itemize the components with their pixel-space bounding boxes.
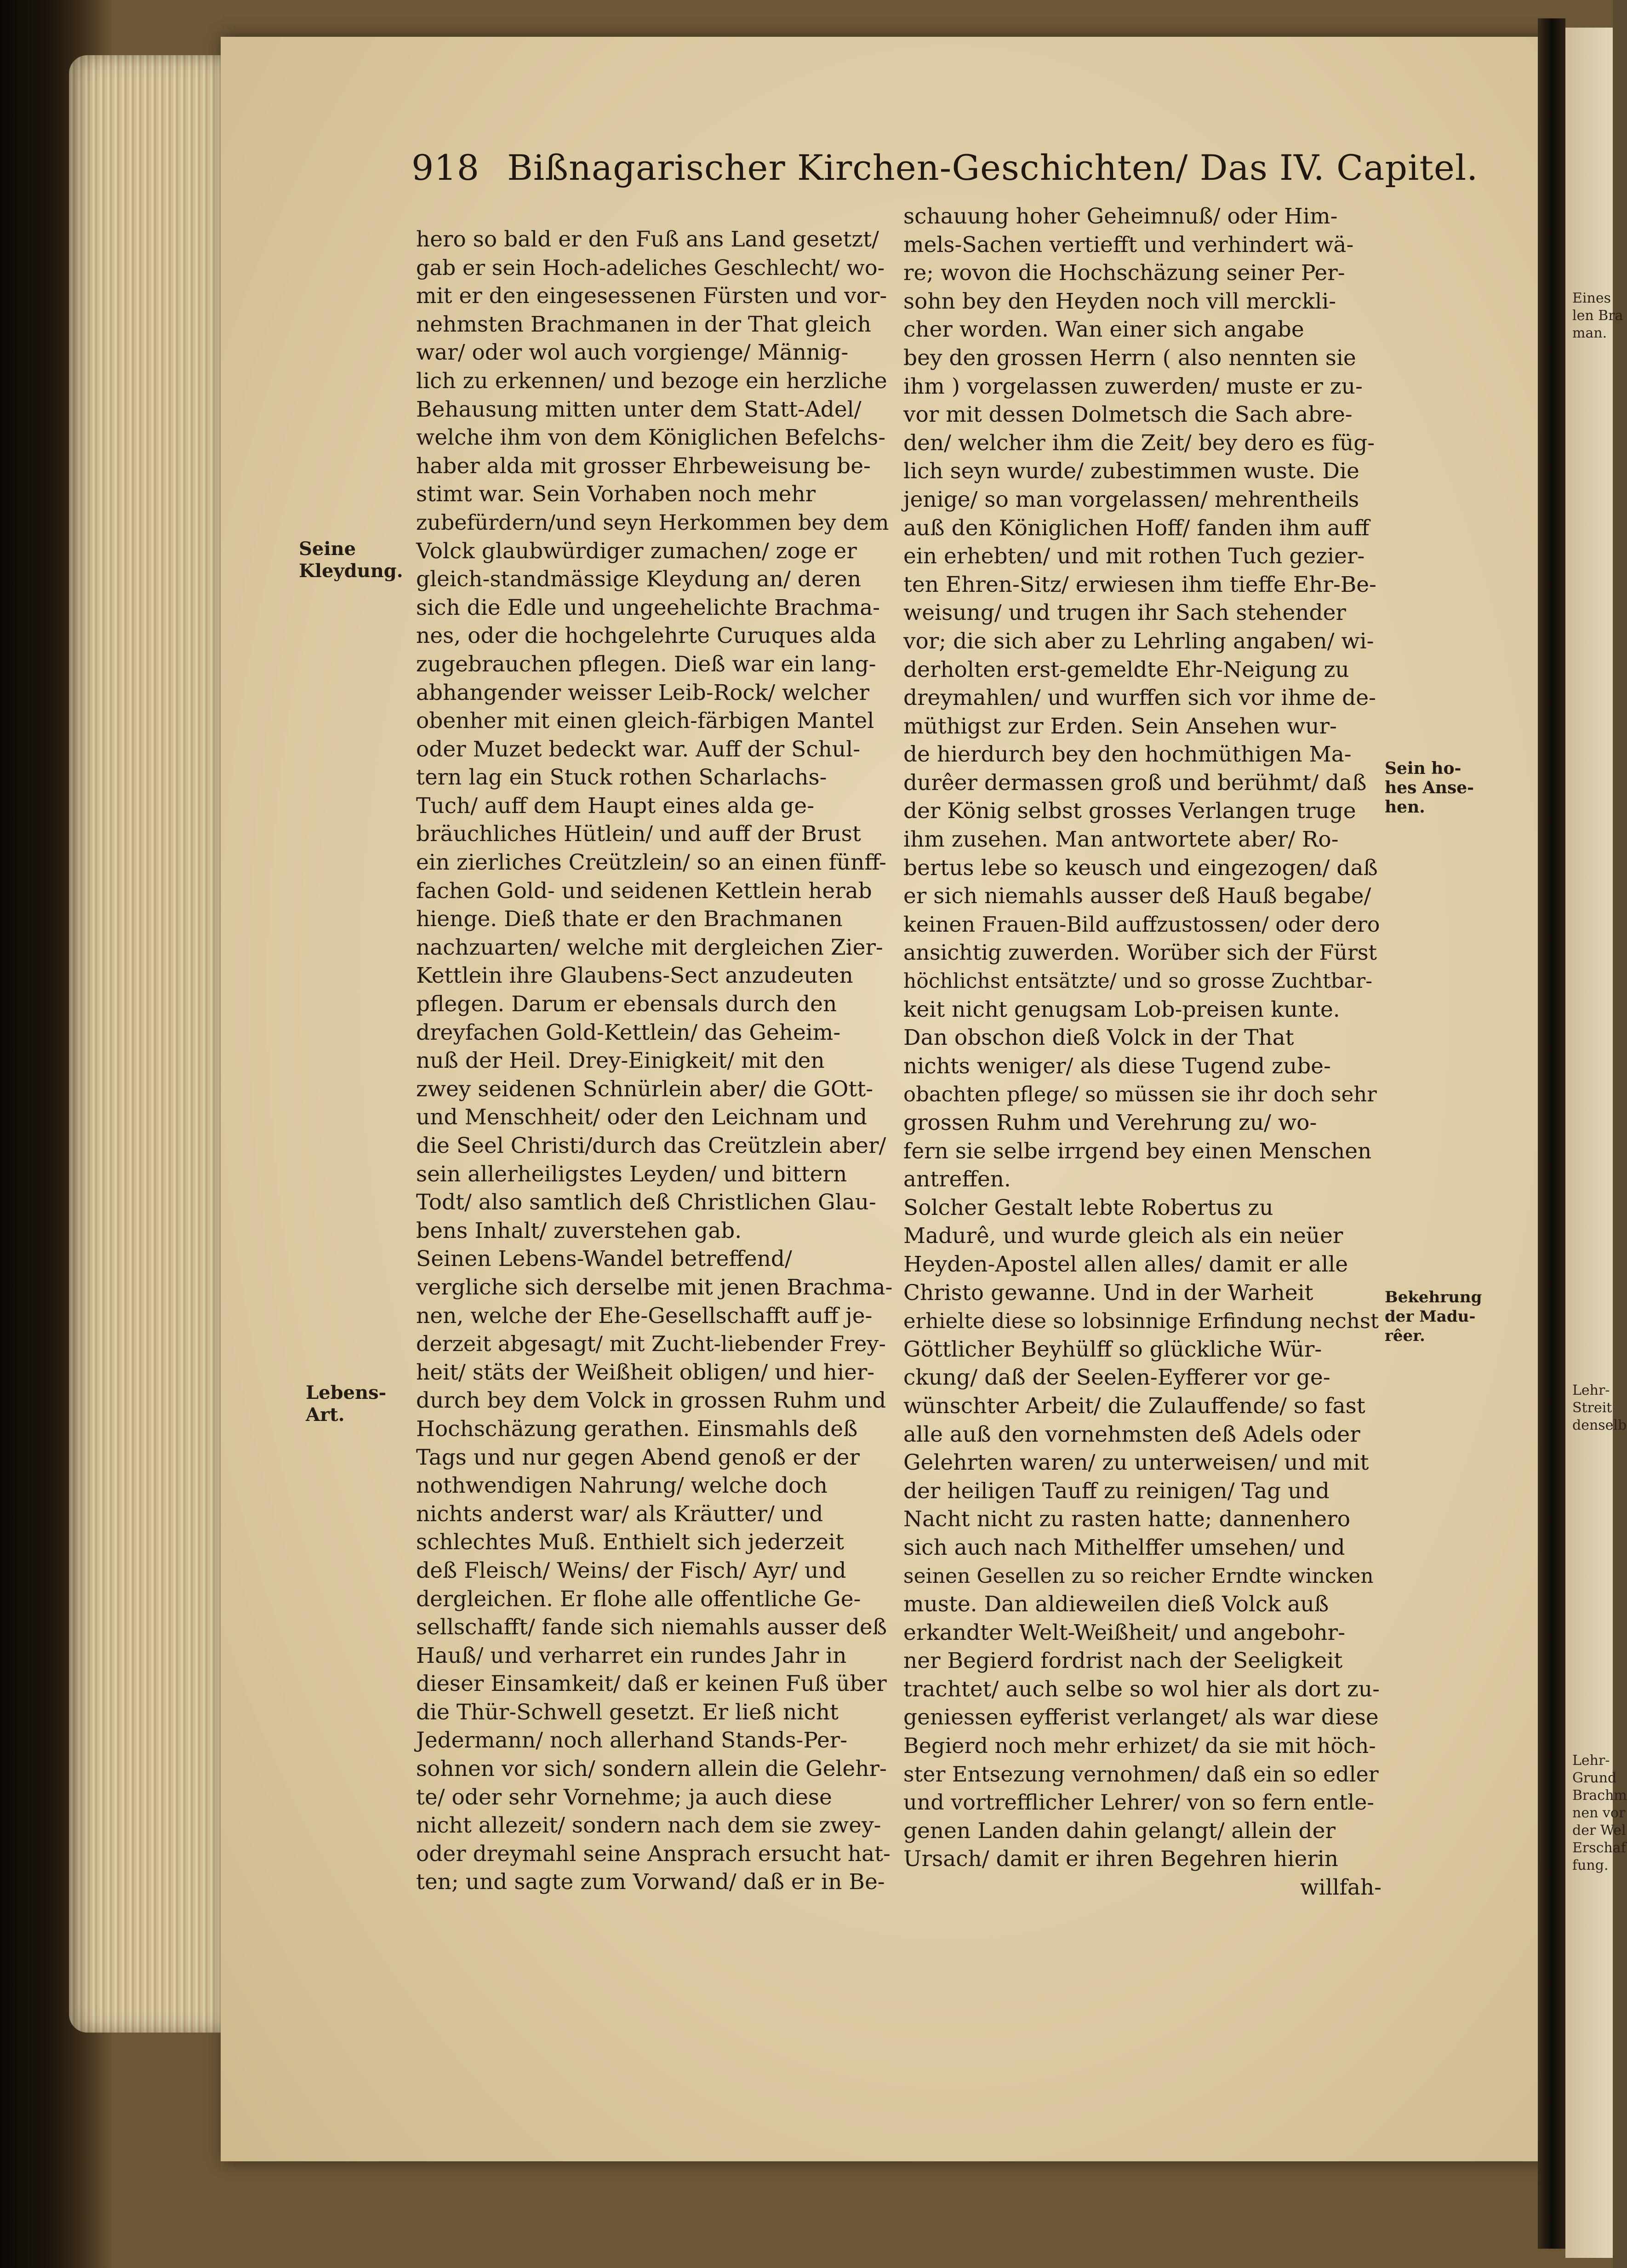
text-line: bey den grossen Herrn ( also nennten sie [903, 345, 1356, 371]
text-line: dergleichen. Er flohe alle offentliche Ge- [416, 1586, 861, 1612]
text-line: haber alda mit grosser Ehrbeweisung be- [416, 453, 871, 479]
text-line: stimt war. Sein Vorhaben noch mehr [416, 481, 816, 507]
text-line: und Menschheit/ oder den Leichnam und [416, 1105, 868, 1130]
text-line: de hierdurch bey den hochmüthigen Ma- [903, 742, 1352, 767]
text-line: der heiligen Tauff zu reinigen/ Tag und [903, 1478, 1330, 1504]
text-line: schauung hoher Geheimnuß/ oder Him- [903, 204, 1338, 229]
text-line: oder Muzet bedeckt war. Auff der Schul- [416, 736, 861, 762]
text-line: grossen Ruhm und Verehrung zu/ wo- [903, 1110, 1317, 1135]
text-line: durch bey dem Volck in grossen Ruhm und [416, 1388, 886, 1414]
text-line: jenige/ so man vorgelassen/ mehrentheils [903, 487, 1359, 512]
text-line: sich auch nach Mithelffer umsehen/ und [903, 1535, 1345, 1560]
text-line: Todt/ also samtlich deß Christlichen Glau- [416, 1190, 876, 1215]
text-line: Gelehrten waren/ zu unterweisen/ und mit [903, 1450, 1369, 1476]
right-text-column [903, 202, 1382, 1902]
text-line: sein allerheiligstes Leyden/ und bittern [416, 1161, 847, 1187]
text-line: ner Begierd fordrist nach der Seeligkeit [903, 1648, 1343, 1674]
text-line: vergliche sich derselbe mit jenen Brachma- [416, 1274, 893, 1300]
text-line: nuß der Heil. Drey-Einigkeit/ mit den [416, 1048, 825, 1074]
text-line: fachen Gold- und seidenen Kettlein herab [416, 878, 872, 904]
text-line: nothwendigen Nahrung/ welche doch [416, 1473, 828, 1499]
margin-note-bekehrung: Bekehrung der Madu- rêer. [1385, 1288, 1482, 1345]
text-line: tern lag ein Stuck rothen Scharlachs- [416, 765, 827, 790]
text-line: welche ihm von dem Königlichen Befelchs- [416, 425, 886, 451]
text-line: gleich-standmässige Kleydung an/ deren [416, 567, 862, 592]
text-line: sellschafft/ fande sich niemahls ausser deß [416, 1615, 887, 1640]
text-line: Dan obschon dieß Volck in der That [903, 1025, 1294, 1051]
text-line: bertus lebe so keusch und eingezogen/ daß [903, 855, 1378, 881]
text-line: lich zu erkennen/ und bezoge ein herzliche [416, 368, 887, 394]
chapter-title: Bißnagarischer Kirchen-Geschichten/ Das IV. Capitel. [507, 147, 1479, 188]
text-line: derzeit abgesagt/ mit Zucht-liebender Frey- [416, 1331, 886, 1357]
book-gutter [1538, 18, 1565, 2249]
text-line: erkandter Welt-Weißheit/ und angebohr- [903, 1620, 1346, 1645]
next-page-fragment-bottom: Lehr- Grund Brachm nen vor der Wel Erschaf fung. [1572, 1753, 1627, 1873]
text-line: er sich niemahls ausser deß Hauß begabe/ [903, 883, 1371, 909]
text-line: Heyden-Apostel allen alles/ damit er alle [903, 1251, 1348, 1277]
text-line: nichts weniger/ als diese Tugend zube- [903, 1053, 1331, 1079]
text-line: sich die Edle und ungeehelichte Brachma- [416, 595, 880, 620]
text-line: durêer dermassen groß und berühmt/ daß [903, 770, 1367, 796]
text-line: Seinen Lebens-Wandel betreffend/ [416, 1246, 792, 1272]
next-page-fragment-top: Eines len Bra man. [1572, 290, 1623, 341]
running-header [411, 147, 1478, 188]
text-line: mit er den eingesessenen Fürsten und vor- [416, 283, 887, 309]
text-line: te/ oder sehr Vornehme; ja auch diese [416, 1784, 832, 1810]
text-line: Hauß/ und verharret ein rundes Jahr in [416, 1643, 847, 1668]
text-line: auß den Königlichen Hoff/ fanden ihm auff [903, 515, 1370, 541]
text-line: Tuch/ auff dem Haupt eines alda ge- [416, 793, 815, 819]
text-line: re; wovon die Hochschäzung seiner Per- [903, 260, 1345, 286]
text-line: Göttlicher Beyhülff so glückliche Wür- [903, 1336, 1322, 1362]
text-line: den/ welcher ihm die Zeit/ bey dero es füg- [903, 430, 1375, 456]
text-line: heit/ stäts der Weißheit obligen/ und hier- [416, 1359, 875, 1385]
text-line: deß Fleisch/ Weins/ der Fisch/ Ayr/ und [416, 1558, 846, 1583]
text-line: wünschter Arbeit/ die Zulauffende/ so fast [903, 1393, 1365, 1419]
text-line: ten; und sagte zum Vorwand/ daß er in Be- [416, 1869, 885, 1895]
text-line: gab er sein Hoch-adeliches Geschlecht/ wo- [416, 255, 885, 280]
text-line: zugebrauchen pflegen. Dieß war ein lang- [416, 651, 876, 677]
text-line: Volck glaubwürdiger zumachen/ zoge er [416, 538, 857, 564]
text-line: und vortrefflicher Lehrer/ von so fern entle- [903, 1790, 1374, 1815]
text-line: muste. Dan aldieweilen dieß Volck auß [903, 1592, 1329, 1617]
text-line: trachtet/ auch selbe so wol hier als dort zu- [903, 1676, 1380, 1702]
text-line: mels-Sachen vertiefft und verhindert wä- [903, 232, 1354, 258]
text-line: ihm ) vorgelassen zuwerden/ muste er zu- [903, 373, 1363, 399]
text-line: nichts anderst war/ als Kräutter/ und [416, 1501, 823, 1527]
text-line: sohnen vor sich/ sondern allein die Gelehr- [416, 1756, 887, 1782]
text-line: zubefürdern/und seyn Herkommen bey dem [416, 510, 889, 535]
text-line: zwey seidenen Schnürlein aber/ die GOtt- [416, 1076, 873, 1102]
text-line: obenher mit einen gleich-färbigen Mantel [416, 708, 874, 734]
text-line: die Seel Christi/durch das Creützlein aber/ [416, 1133, 886, 1158]
text-line: sohn bey den Heyden noch vill merckli- [903, 288, 1336, 314]
text-line: dreymahlen/ und wurffen sich vor ihme de- [903, 685, 1376, 711]
text-line: seinen Gesellen zu so reicher Erndte wincken [903, 1564, 1374, 1588]
text-line: Hochschäzung gerathen. Einsmahls deß [416, 1416, 858, 1442]
text-line: bens Inhalt/ zuverstehen gab. [416, 1218, 742, 1243]
text-line: nachzuarten/ welche mit dergleichen Zier- [416, 934, 883, 960]
text-line: der König selbst grosses Verlangen truge [903, 798, 1356, 824]
text-line: nen, welche der Ehe-Gesellschafft auff je- [416, 1303, 873, 1329]
text-line: müthigst zur Erden. Sein Ansehen wur- [903, 713, 1337, 739]
text-line: ein erhebten/ und mit rothen Tuch gezier- [903, 544, 1365, 569]
margin-note-ansehen: Sein ho- hes Anse- hen. [1385, 759, 1474, 817]
text-line: Christo gewanne. Und in der Warheit [903, 1280, 1313, 1306]
text-line: vor; die sich aber zu Lehrling angaben/ wi- [903, 628, 1374, 654]
text-line: alle auß den vornehmsten deß Adels oder [903, 1421, 1360, 1447]
text-line: Ursach/ damit er ihren Begehren hierin [903, 1846, 1339, 1872]
margin-note-lebens-art: Lebens- Art. [306, 1382, 387, 1426]
text-line: nes, oder die hochgelehrte Curuques alda [416, 623, 877, 649]
text-line: die Thür-Schwell gesetzt. Er ließ nicht [416, 1699, 839, 1725]
text-line: genen Landen dahin gelangt/ allein der [903, 1818, 1336, 1844]
text-line: hero so bald er den Fuß ans Land gesetzt/ [416, 227, 879, 252]
text-line: erhielte diese so lobsinnige Erfindung nechst [903, 1309, 1379, 1334]
text-line: keit nicht genugsam Lob-preisen kunte. [903, 997, 1340, 1022]
text-line: antreffen. [903, 1167, 1011, 1192]
text-line: nehmsten Brachmanen in der That gleich [416, 311, 872, 337]
text-line: Madurê, und wurde gleich als ein neüer [903, 1223, 1343, 1249]
text-line: weisung/ und trugen ihr Sach stehender [903, 600, 1346, 626]
page-edges [69, 55, 225, 2033]
text-line: obachten pflege/ so müssen sie ihr doch sehr [903, 1082, 1377, 1107]
text-line: ckung/ daß der Seelen-Eyfferer vor ge- [903, 1365, 1330, 1391]
text-line: vor mit dessen Dolmetsch die Sach abre- [903, 402, 1353, 428]
text-line: lich seyn wurde/ zubestimmen wuste. Die [903, 458, 1359, 484]
text-line: höchlichst entsätzte/ und so grosse Zuchtbar- [903, 969, 1373, 993]
text-line: ster Entsezung vernohmen/ daß ein so edler [903, 1761, 1379, 1787]
text-line: nicht allezeit/ sondern nach dem sie zwey- [416, 1813, 881, 1838]
text-line: Behausung mitten unter dem Statt-Adel/ [416, 396, 862, 422]
text-line: Begierd noch mehr erhizet/ da sie mit höch- [903, 1733, 1376, 1758]
text-line: schlechtes Muß. Enthielt sich jederzeit [416, 1529, 844, 1555]
text-line: cher worden. Wan einer sich angabe [903, 317, 1304, 343]
text-line: keinen Frauen-Bild auffzustossen/ oder dero [903, 911, 1380, 937]
facing-page-edge [1565, 28, 1627, 2258]
text-line: pflegen. Darum er ebensals durch den [416, 991, 837, 1017]
text-line: ten Ehren-Sitz/ erwiesen ihm tieffe Ehr-Be- [903, 572, 1376, 597]
text-line: hienge. Dieß thate er den Brachmanen [416, 906, 843, 932]
left-text-column [416, 225, 894, 1896]
text-line: Kettlein ihre Glaubens-Sect anzudeuten [416, 963, 853, 989]
text-line: geniessen eyfferist verlanget/ als war diese [903, 1705, 1379, 1730]
text-line: Nacht nicht zu rasten hatte; dannenhero [903, 1506, 1351, 1532]
text-line: dieser Einsamkeit/ daß er keinen Fuß über [416, 1671, 887, 1697]
text-line: abhangender weisser Leib-Rock/ welcher [416, 680, 869, 705]
text-line: bräuchliches Hütlein/ und auff der Brust [416, 821, 861, 847]
text-line: derholten erst-gemeldte Ehr-Neigung zu [903, 657, 1349, 682]
text-line: Tags und nur gegen Abend genoß er der [416, 1444, 860, 1470]
text-line: oder dreymahl seine Ansprach ersucht hat- [416, 1841, 891, 1867]
text-line: dreyfachen Gold-Kettlein/ das Geheim- [416, 1019, 841, 1045]
page-number: 918 [411, 147, 480, 188]
text-line: Jedermann/ noch allerhand Stands-Per- [416, 1728, 848, 1753]
text-line: ansichtig zuwerden. Worüber sich der Fürst [903, 940, 1377, 965]
next-page-fragment-middle: Lehr- Streit denselb [1572, 1382, 1627, 1433]
margin-note-kleydung: Seine Kleydung. [299, 538, 403, 582]
text-line: Solcher Gestalt lebte Robertus zu [903, 1195, 1273, 1220]
text-line: willfah- [1300, 1875, 1382, 1901]
text-line: ein zierliches Creützlein/ so an einen fünff- [416, 850, 887, 876]
text-line: ihm zusehen. Man antwortete aber/ Ro- [903, 827, 1339, 853]
text-line: fern sie selbe irrgend bey einen Menschen [903, 1138, 1372, 1164]
text-line: war/ oder wol auch vorgienge/ Männig- [416, 340, 849, 366]
